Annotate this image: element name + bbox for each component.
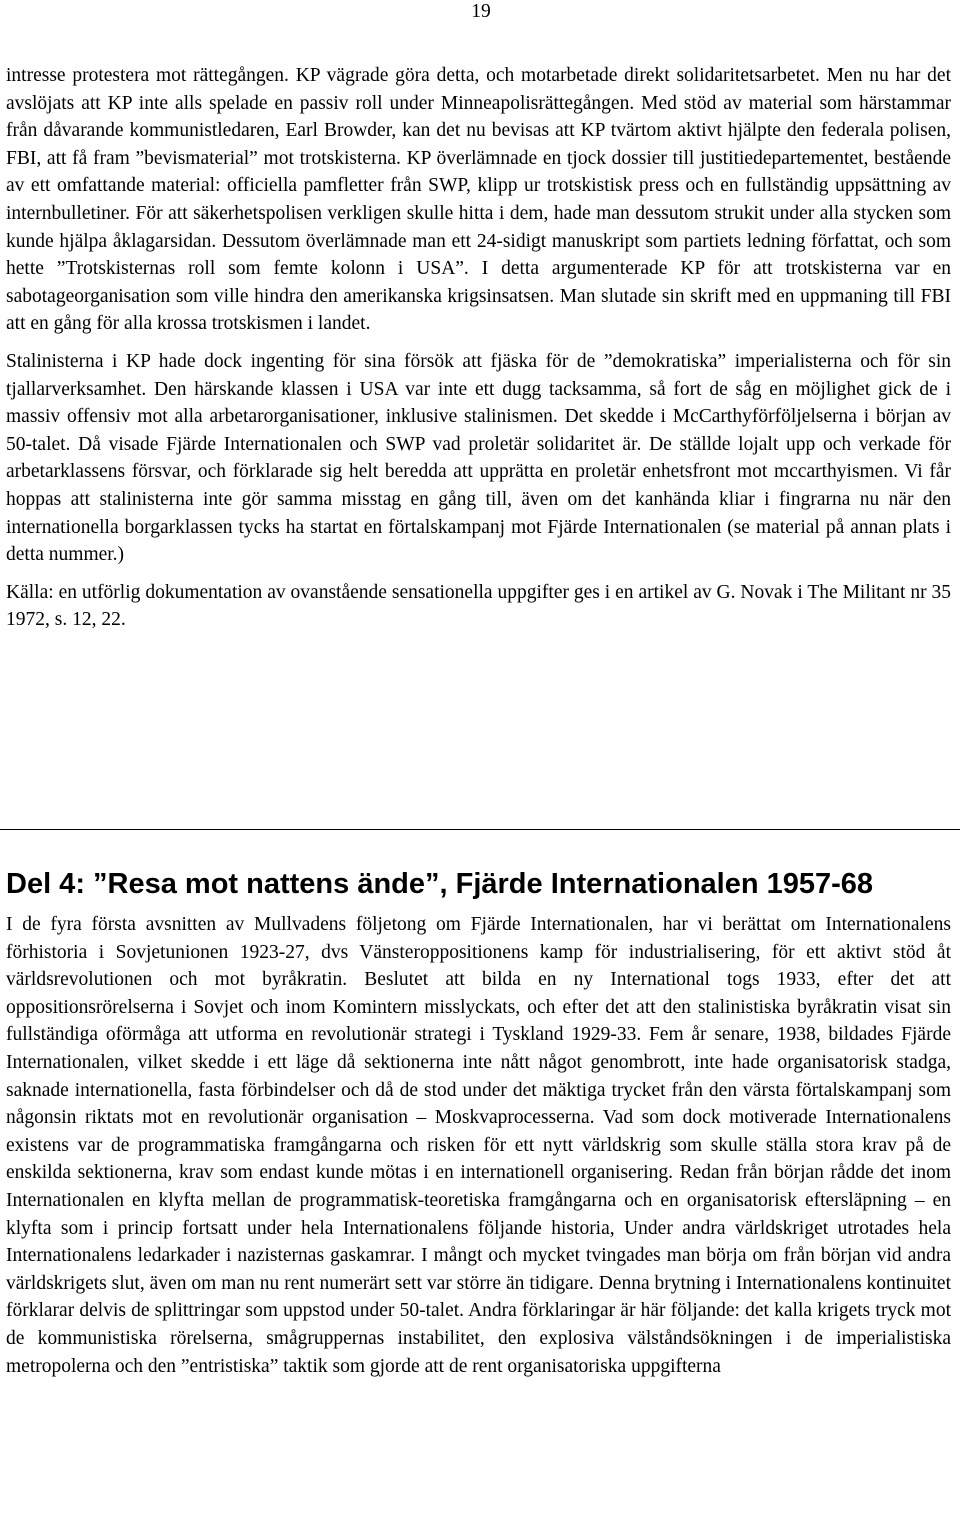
article-section-body [6, 911, 951, 1380]
section-divider [0, 829, 960, 830]
page-number: 19 [471, 1, 491, 22]
paragraph-section-intro: I de fyra första avsnitten av Mullvadens följetong om Fjärde Internationalen, har vi berättat om Internationalens förhistoria i Sovjetunionen 1923-27, dvs Vänsteroppositionens kamp för industrialisering, för ett aktivt stöd åt världsrevolutionen och mot byråkratin. Beslutet att bilda en ny International togs 1933, efter det att oppositionsrörelserna i Sovjet och inom Komintern misslyckats, och efter det att den stalinistiska byråkratin visat sin fullständiga oförmåga att utforma en revolutionär strategi i Tyskland 1929-33. Fem år senare, 1938, bildades Fjärde Internationalen, vilket skedde i ett läge då sektionerna inte nått något genombrott, inte hade organisatorisk stadga, saknade internationella, fasta förbindelser och då de stod under det mäktiga trycket från den värsta förtalskampanj som någonsin riktats mot en revolutionär organisation – Moskvaprocesserna. Vad som dock motiverade Internationalens existens var de programmatiska framgångarna och risken för ett nytt världskrig som skulle ställa stora krav på de enskilda sektionerna, krav som endast kunde mötas i en internationell organisering. Redan från början rådde det inom Internationalen en klyfta mellan de programmatisk-teoretiska framgångarna och en organisatorisk eftersläpning – en klyfta som i princip fortsatt under hela Internationalens följande historia, Under andra världskriget utrotades hela Internationalens ledarkader i nazisternas gaskamrar. I mångt och mycket tvingades man börja om från början vid andra världskrigets slut, även om man nu rent numerärt sett var större än tidigare. Denna brytning i Internationalens kontinuitet förklarar delvis de splittringar som uppstod under 50-talet. Andra förklaringar är här följande: det kalla krigets tryck mot de kommunistiska rörelserna, smågruppernas instabilitet, den explosiva välståndsökningen i de imperialistiska metropolerna och den ”entristiska” taktik som gjorde att de rent organisatoriska uppgifterna [6, 914, 951, 1377]
paragraph-stalinists: Stalinisterna i KP hade dock ingenting för sina försök att fjäska för de ”demokratiska” imperialisterna och för sin tjallarverksamhet. Den härskande klassen i USA var inte ett dugg tacksamma, så fort de såg en möjlighet gick de i massiv offensiv mot alla arbetarorganisationer, inklusive stalinismen. Det skedde i McCarthyförföljelserna i början av 50-talet. Då visade Fjärde Internationalen och SWP vad proletär solidaritet är. De ställde lojalt upp och verkade för arbetarklassens försvar, och förklarade sig helt beredda att upprätta en proletär enhetsfront mot mccarthyismen. Vi får hoppas att stalinisterna inte gör samma misstag en gång till, även om det kanhända kliar i fingrarna nu när den internationella borgarklassen tycks ha startat en förtalskampanj mot Fjärde Internationalen (se material på annan plats i detta nummer.) [6, 350, 951, 566]
paragraph-kp-informing: intresse protestera mot rättegången. KP vägrade göra detta, och motarbetade direkt solidaritetsarbetet. Men nu har det avslöjats att KP inte alls spelade en passiv roll under Minneapolisrättegången. Med stöd av material som härstammar från dåvarande kommunistledaren, Earl Browder, kan det nu bevisas att KP tvärtom aktivt hjälpte den federala polisen, FBI, att få fram ”bevismaterial” mot trotskisterna. KP överlämnade en tjock dossier till justitiedepartementet, bestående av ett omfattande material: officiella pamfletter från SWP, klipp ur trotskistisk press och en fullständig uppsättning av internbulletiner. För att säkerhetspolisen verkligen skulle hitta i dem, hade man dessutom strukit under alla stycken som kunde hjälpa åklagarsidan. Dessutom överlämnade man ett 24-sidigt manuskript som partiets ledning författat, och som hette ”Trotskisternas roll som femte kolonn i USA”. I detta argumenterade KP för att trotskisterna var en sabotageorganisation som ville hindra den amerikanska krigsinsatsen. Man slutade sin skrift med en uppmaning till FBI att en gång för alla krossa trotskismen i landet. [6, 65, 951, 335]
paragraph-source: Källa: en utförlig dokumentation av ovanstående sensationella uppgifter ges i en artikel av G. Novak i The Militant nr 35 1972, s. 12, 22. [6, 581, 951, 631]
article-top-section [6, 62, 951, 634]
section-heading: Del 4: ”Resa mot nattens ände”, Fjärde Internationalen 1957-68 [6, 868, 874, 900]
